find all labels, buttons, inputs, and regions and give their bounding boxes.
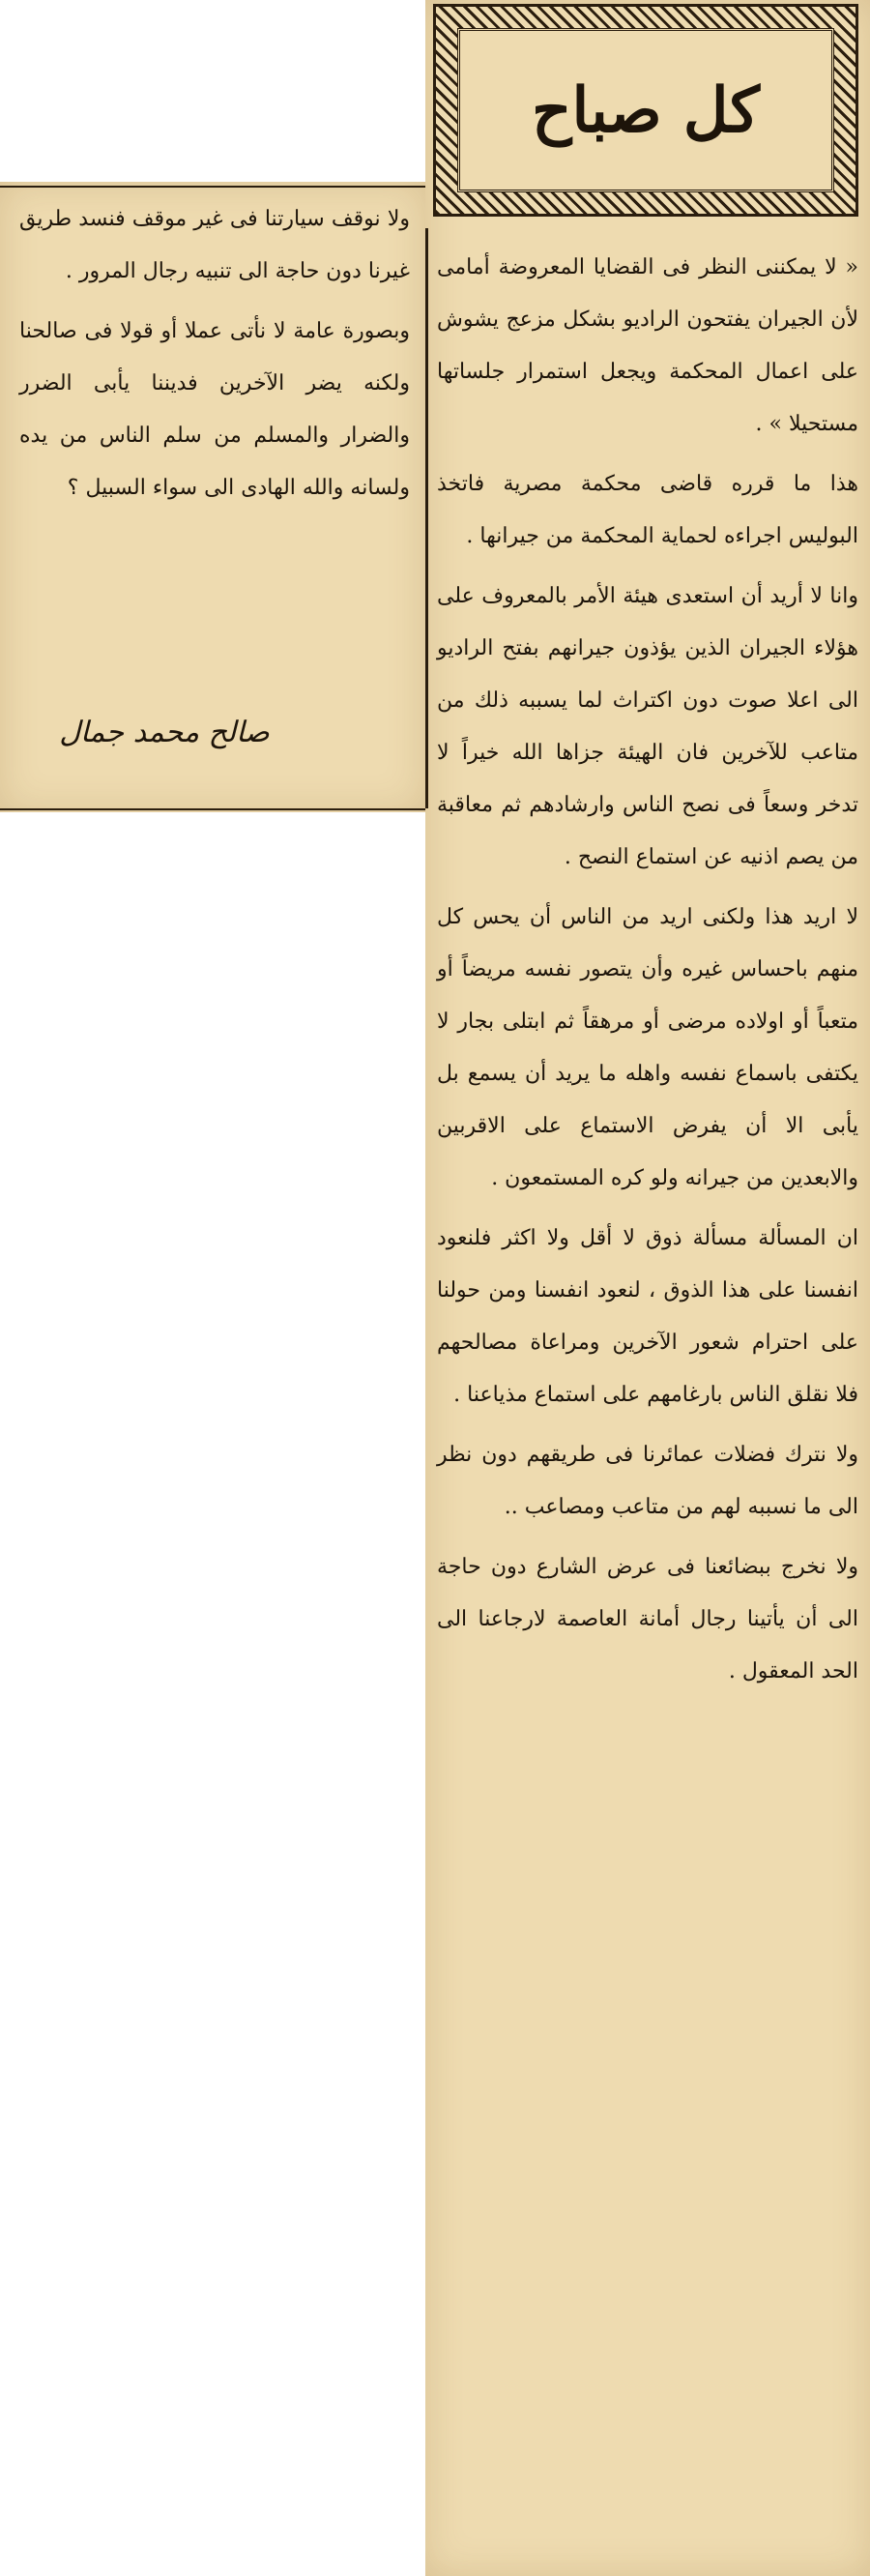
left-paragraph: وبصورة عامة لا نأتى عملا أو قولا فى صالحنا ولكنه يضر الآخرين فديننا يأبى الضرر والضرار والمسلم من سلم الناس من يده ولسانه والله الهادى الى سواء السبيل ؟	[19, 319, 410, 500]
masthead-frame	[457, 28, 834, 192]
main-paragraph: ولا نترك فضلات عمائرنا فى طريقهم دون نظر الى ما نسببه لهم من متاعب ومصاعب ..	[437, 1443, 858, 1519]
bottom-rule	[0, 808, 425, 810]
masthead-box	[433, 4, 858, 217]
left-paragraph: ولا نوقف سيارتنا فى غير موقف فنسد طريق غيرنا دون حاجة الى تنبيه رجال المرور .	[19, 207, 410, 283]
top-rule	[0, 186, 425, 188]
masthead-title: كل صباح	[532, 73, 760, 147]
main-paragraph: هذا ما قرره قاضى محكمة مصرية فاتخذ البوليس اجراءه لحماية المحكمة من جيرانها .	[437, 472, 858, 548]
left-column-text	[19, 193, 410, 522]
main-column-text	[437, 242, 858, 1706]
column-rule	[425, 228, 428, 808]
author-signature: صالح محمد جمال	[59, 716, 270, 749]
main-paragraph: وانا لا أريد أن استعدى هيئة الأمر بالمعروف على هؤلاء الجيران الذين يؤذون جيرانهم بفتح الراديو الى اعلا صوت دون اكتراث لما يسببه ذلك من متاعب للآخرين فان الهيئة جزاها الله خيراً لا تدخر وسعاً فى نصح الناس وارشادهم ثم معاقبة من يصم اذنيه عن استماع النصح .	[437, 584, 858, 869]
main-paragraph: ولا نخرج ببضائعنا فى عرض الشارع دون حاجة الى أن يأتينا رجال أمانة العاصمة لارجاعنا الى الحد المعقول .	[437, 1555, 858, 1683]
main-paragraph: لا اريد هذا ولكنى اريد من الناس أن يحس كل منهم باحساس غيره وأن يتصور نفسه مريضاً أو متعباً أو اولاده مرضى أو مرهقاً ثم ابتلى بجار لا يكتفى باسماع نفسه واهله ما يريد أن يسمع بل يأبى الا أن يفرض الاستماع على الاقربين والابعدين من جيرانه ولو كره المستمعون .	[437, 905, 858, 1190]
main-paragraph: « لا يمكننى النظر فى القضايا المعروضة أمامى لأن الجيران يفتحون الراديو بشكل مزعج يشوش على اعمال المحكمة ويجعل استمرار جلساتها مستحيلا » .	[437, 255, 858, 436]
main-paragraph: ان المسألة مسألة ذوق لا أقل ولا اكثر فلنعود انفسنا على هذا الذوق ، لنعود انفسنا ومن حولنا على احترام شعور الآخرين ومراعاة مصالحهم فلا نقلق الناس بارغامهم على استماع مذياعنا .	[437, 1226, 858, 1407]
